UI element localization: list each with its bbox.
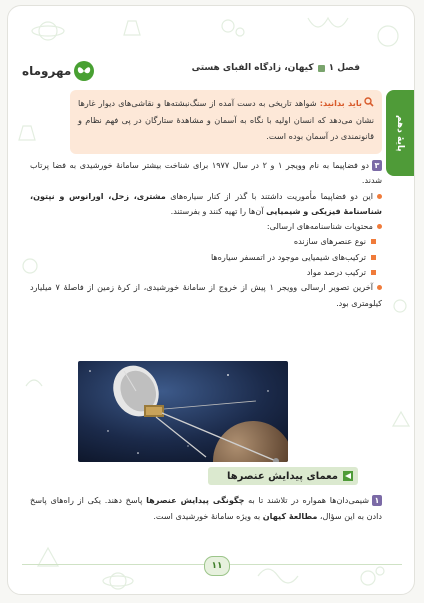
bullet-last-image <box>30 280 382 311</box>
bullet-mission-end: آن‌ها را تهیه کنند و بفرستند. <box>170 205 267 216</box>
section-text-part: پاسخ دهند. یکی از راه‌های پاسخ دادن به این سؤال، <box>30 495 382 522</box>
brand-logo <box>22 60 94 82</box>
section-text-part: به ویژه سامانهٔ خورشیدی است. <box>153 511 263 522</box>
chapter-heading <box>192 63 360 73</box>
section-bold-text: چگونگی پیدایش عنصرها <box>146 495 245 505</box>
page-number: ۱۱ <box>204 556 230 576</box>
section-point-1 <box>30 492 382 525</box>
chapter-title: کیهان، زادگاه الفبای هستی <box>191 63 314 73</box>
chapter-label: فصل ۱ <box>328 63 360 73</box>
section-title: معمای پیدایش عنصرها <box>226 470 338 482</box>
section-bold-text: مطالعهٔ کیهان <box>262 511 318 522</box>
page <box>7 5 415 595</box>
main-text <box>30 158 382 311</box>
voyager-spacecraft-image <box>78 361 288 462</box>
must-know-text: شواهد تاریخی به دست آمده از سنگ‌نبشته‌ها و نقاشی‌های دیوار غارها نشان می‌دهد که انسان اولیه با نگاه به آسمان و مشاهدهٔ ستارگان در پی فهم نظام و قانونمندی در آسمان بوده است. <box>78 98 374 141</box>
must-know-box <box>70 90 382 154</box>
brand-name: مهروماه <box>22 64 72 78</box>
bullet-mission <box>30 189 382 220</box>
grade-label: پایهٔ دهم <box>395 114 405 152</box>
sub-item-text: ترکیب درصد مواد <box>306 267 366 278</box>
sub-item-percent <box>30 265 382 280</box>
sub-item-text: نوع عنصرهای سازنده <box>293 236 366 247</box>
section-text-part: شیمی‌دان‌ها همواره در تلاشند تا به <box>244 495 369 505</box>
bullet-contents-text: محتویات شناسنامه‌های ارسالی: <box>266 221 373 232</box>
bullet-mission-text: این دو فضاپیما مأموریت داشتند با گذر از کنار سیاره‌های <box>165 190 373 201</box>
sub-item-compounds <box>30 250 382 265</box>
point-3-text: دو فضاپیما به نام وویجر ۱ و ۲ در سال ۱۹۷۷ برای شناخت بیشتر سامانهٔ خورشیدی به فضا پرتاب شدند. <box>30 160 382 186</box>
point-number: ۱ <box>372 495 382 506</box>
planets-bold-text: مشتری، زحل، اورانوس و نپتون، شناسنامهٔ فیزیکی و شیمیایی <box>30 190 382 216</box>
separator-square-icon <box>318 65 325 72</box>
page-header <box>22 60 360 82</box>
point-3 <box>30 158 382 189</box>
sub-item-text: ترکیب‌های شیمیایی موجود در اتمسفر سیاره‌ها <box>210 251 366 262</box>
sub-item-elements <box>30 234 382 249</box>
section-text <box>30 492 382 525</box>
grade-side-tab <box>386 90 414 176</box>
must-know-label: باید بدانید: <box>319 98 362 108</box>
bullet-last-image-text: آخرین تصویر ارسالی وویجر ۱ پیش از خروج از سامانهٔ خورشیدی، از کرهٔ زمین از فاصلهٔ ۷ میلیارد کیلومتری بود. <box>30 282 382 308</box>
section-heading <box>208 467 358 485</box>
magnifier-icon <box>364 96 374 112</box>
bullet-contents <box>30 219 382 234</box>
point-number: ۳ <box>372 160 382 171</box>
butterfly-icon <box>74 61 94 81</box>
triangle-left-icon <box>343 471 353 481</box>
